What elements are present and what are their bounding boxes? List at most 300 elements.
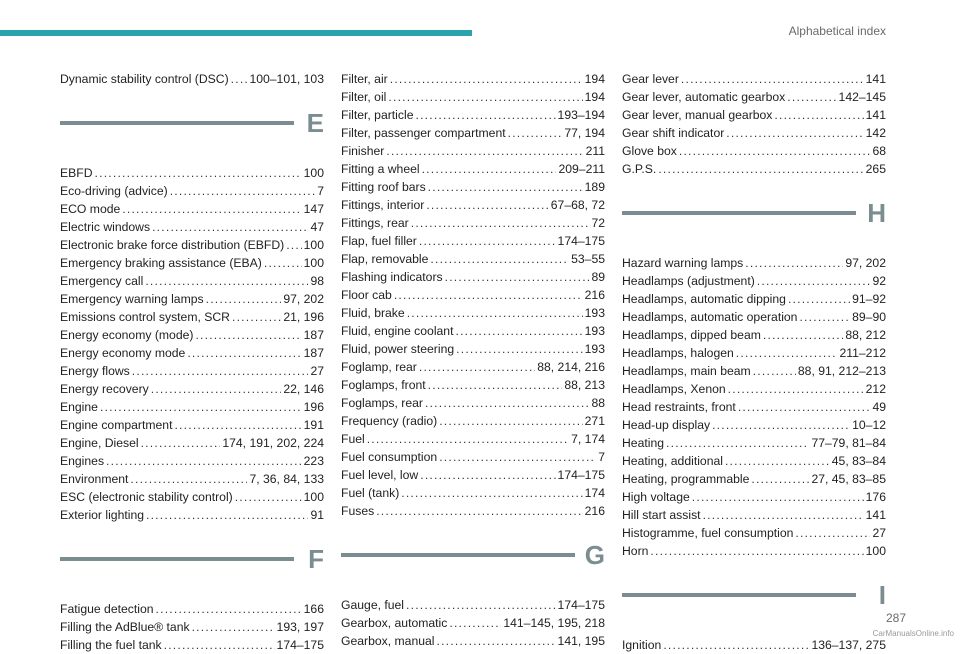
dot-leader — [757, 272, 871, 290]
entry-term: Histogramme, fuel consumption — [622, 526, 794, 540]
index-entry[interactable] — [341, 214, 605, 232]
section-letter: E — [306, 108, 324, 138]
dot-leader — [156, 600, 302, 618]
entry-pages: 27, 45, 83–85 — [811, 472, 886, 486]
dot-leader — [736, 344, 838, 362]
entry-pages: 91 — [310, 508, 324, 522]
dot-leader — [788, 290, 850, 308]
entry-pages: 212 — [865, 382, 886, 396]
entry-term: Gear lever, manual gearbox — [622, 108, 773, 122]
dot-leader — [152, 218, 308, 236]
entry-pages: 100 — [303, 256, 324, 270]
entry-term: Energy recovery — [60, 382, 149, 396]
entry-term: Filling the fuel tank — [60, 638, 162, 652]
index-entry[interactable] — [622, 160, 886, 178]
index-entry[interactable] — [622, 142, 886, 160]
dot-leader — [231, 70, 248, 88]
dot-leader — [456, 340, 583, 358]
entry-pages: 191 — [303, 418, 324, 432]
watermark: CarManualsOnline.info — [872, 629, 954, 638]
entry-term: Filter, particle — [341, 108, 414, 122]
entry-pages: 187 — [303, 346, 324, 360]
entry-pages: 174–175 — [276, 638, 324, 652]
entry-term: Horn — [622, 544, 649, 558]
dot-leader — [726, 124, 863, 142]
index-entry[interactable] — [341, 88, 605, 106]
entry-term: Foglamps, front — [341, 378, 426, 392]
dot-leader — [145, 272, 308, 290]
entry-term: Headlamps, halogen — [622, 346, 734, 360]
entry-term: Finisher — [341, 144, 385, 158]
entry-term: Fitting a wheel — [341, 162, 420, 176]
dot-leader — [712, 416, 850, 434]
entry-term: Fluid, engine coolant — [341, 324, 454, 338]
section-heading-i — [622, 580, 886, 622]
index-entry[interactable] — [622, 380, 886, 398]
index-entry[interactable] — [341, 160, 605, 178]
index-entry[interactable] — [60, 434, 324, 452]
index-entry[interactable] — [341, 142, 605, 160]
page-header-title: Alphabetical index — [788, 24, 886, 38]
dot-leader — [681, 70, 864, 88]
entry-pages: 22, 146 — [283, 382, 324, 396]
entry-term: Flap, fuel filler — [341, 234, 417, 248]
entry-pages: 223 — [303, 454, 324, 468]
index-entry[interactable] — [622, 506, 886, 524]
dot-leader — [170, 182, 316, 200]
dot-leader — [753, 362, 796, 380]
index-entry[interactable] — [341, 466, 605, 484]
entry-term: Electronic brake force distribution (EBFD) — [60, 238, 285, 252]
dot-leader — [100, 398, 302, 416]
index-entry[interactable] — [341, 614, 605, 632]
dot-leader — [455, 322, 582, 340]
entry-term: Gearbox, manual — [341, 634, 435, 648]
dot-leader — [376, 502, 582, 520]
index-entry[interactable] — [622, 106, 886, 124]
entry-pages: 77, 194 — [564, 126, 605, 140]
entry-pages: 53–55 — [571, 252, 605, 266]
entry-term: Headlamps, automatic dipping — [622, 292, 786, 306]
index-entry[interactable] — [60, 506, 324, 524]
dot-leader — [419, 358, 535, 376]
entry-term: Energy economy (mode) — [60, 328, 194, 342]
index-entry[interactable] — [341, 412, 605, 430]
index-entry[interactable] — [341, 106, 605, 124]
dot-leader — [232, 308, 281, 326]
section-letter: G — [584, 540, 605, 570]
dot-leader — [192, 618, 275, 636]
entry-term: Filling the AdBlue® tank — [60, 620, 190, 634]
dot-leader — [286, 236, 301, 254]
entry-term: Gear shift indicator — [622, 126, 725, 140]
entry-pages: 72 — [591, 216, 605, 230]
entry-pages: 141 — [865, 108, 886, 122]
entry-term: Fluid, brake — [341, 306, 405, 320]
index-entry[interactable] — [60, 182, 324, 200]
dot-leader — [774, 106, 863, 124]
index-entry[interactable] — [622, 398, 886, 416]
dot-leader — [164, 636, 275, 654]
index-entry[interactable] — [60, 164, 324, 182]
index-entry[interactable] — [622, 88, 886, 106]
entry-pages: 141–145, 195, 218 — [503, 616, 605, 630]
entry-term: Hill start assist — [622, 508, 701, 522]
page-number: 287 — [885, 611, 906, 625]
index-entry[interactable] — [622, 434, 886, 452]
dot-leader — [422, 160, 557, 178]
entry-term: Fatigue detection — [60, 602, 154, 616]
index-entry[interactable] — [622, 272, 886, 290]
index-entry[interactable] — [341, 124, 605, 142]
entry-term: Filter, air — [341, 72, 388, 86]
index-entry[interactable] — [60, 416, 324, 434]
dot-leader — [449, 614, 501, 632]
entry-term: Glove box — [622, 144, 677, 158]
entry-term: Headlamps (adjustment) — [622, 274, 755, 288]
entry-pages: 174–175 — [557, 598, 605, 612]
entry-pages: 97, 202 — [845, 256, 886, 270]
entry-term: Fitting roof bars — [341, 180, 426, 194]
section-heading-g — [341, 540, 605, 582]
index-entry[interactable] — [341, 358, 605, 376]
entry-term: Electric windows — [60, 220, 151, 234]
dot-leader — [122, 200, 301, 218]
dot-leader — [407, 304, 583, 322]
dot-leader — [799, 308, 850, 326]
entry-pages: 216 — [584, 288, 605, 302]
entry-pages: 67–68, 72 — [550, 198, 605, 212]
dot-leader — [751, 470, 809, 488]
entry-pages: 91–92 — [852, 292, 886, 306]
entry-term: Filter, oil — [341, 90, 387, 104]
section-heading-f — [60, 544, 324, 586]
entry-term: Fuel (tank) — [341, 486, 400, 500]
index-entry[interactable] — [60, 470, 324, 488]
index-entry[interactable] — [60, 344, 324, 362]
entry-term: Fittings, rear — [341, 216, 409, 230]
index-entry[interactable] — [622, 452, 886, 470]
entry-pages: 97, 202 — [283, 292, 324, 306]
dot-leader — [728, 380, 864, 398]
entry-pages: 10–12 — [852, 418, 886, 432]
dot-leader — [745, 254, 843, 272]
index-entry[interactable] — [341, 232, 605, 250]
section-letter: I — [878, 580, 886, 610]
entry-pages: 216 — [584, 504, 605, 518]
index-entry[interactable] — [60, 308, 324, 326]
entry-pages: 174–175 — [557, 234, 605, 248]
entry-term: Energy economy mode — [60, 346, 186, 360]
entry-pages: 100 — [303, 166, 324, 180]
dot-leader — [703, 506, 864, 524]
index-entry[interactable] — [622, 542, 886, 560]
index-entry[interactable] — [60, 488, 324, 506]
dot-leader — [367, 430, 569, 448]
entry-pages: 142 — [865, 126, 886, 140]
index-entry[interactable] — [60, 600, 324, 618]
dot-leader — [386, 142, 583, 160]
entry-pages: 193–194 — [557, 108, 605, 122]
dot-leader — [401, 484, 582, 502]
index-entry[interactable] — [341, 322, 605, 340]
entry-pages: 141, 195 — [557, 634, 605, 648]
entry-term: Exterior lighting — [60, 508, 144, 522]
entry-term: Foglamps, rear — [341, 396, 423, 410]
index-entry[interactable] — [60, 618, 324, 636]
entry-pages: 147 — [303, 202, 324, 216]
entry-pages: 7, 36, 84, 133 — [249, 472, 324, 486]
dot-leader — [415, 106, 555, 124]
entry-term: Headlamps, automatic operation — [622, 310, 798, 324]
entry-pages: 98 — [310, 274, 324, 288]
dot-leader — [428, 178, 583, 196]
entry-pages: 189 — [584, 180, 605, 194]
index-entry[interactable] — [622, 290, 886, 308]
entry-term: Foglamp, rear — [341, 360, 417, 374]
index-entry[interactable] — [60, 200, 324, 218]
index-entry[interactable] — [60, 236, 324, 254]
index-entry[interactable] — [341, 268, 605, 286]
entry-term: EBFD — [60, 166, 93, 180]
index-entry[interactable] — [60, 290, 324, 308]
index-entry[interactable] — [60, 272, 324, 290]
dot-leader — [439, 448, 596, 466]
index-entry[interactable] — [622, 488, 886, 506]
dot-leader — [445, 268, 590, 286]
section-letter: H — [867, 198, 886, 228]
dot-leader — [151, 380, 282, 398]
dot-leader — [187, 344, 301, 362]
entry-term: Engines — [60, 454, 105, 468]
entry-pages: 174, 191, 202, 224 — [222, 436, 324, 450]
index-entry[interactable] — [60, 326, 324, 344]
entry-pages: 77–79, 81–84 — [811, 436, 886, 450]
entry-term: Ignition — [622, 638, 662, 652]
dot-leader — [406, 596, 556, 614]
entry-pages: 271 — [584, 414, 605, 428]
index-entry[interactable] — [341, 196, 605, 214]
entry-pages: 193 — [584, 342, 605, 356]
entry-term: Headlamps, main beam — [622, 364, 751, 378]
entry-term: Flap, removable — [341, 252, 429, 266]
entry-pages: 100 — [303, 238, 324, 252]
index-entry[interactable] — [341, 376, 605, 394]
entry-term: Floor cab — [341, 288, 392, 302]
index-entry[interactable] — [622, 254, 886, 272]
entry-term: Gear lever — [622, 72, 679, 86]
entry-pages: 49 — [872, 400, 886, 414]
index-entry[interactable] — [622, 70, 886, 88]
entry-pages: 7, 174 — [571, 432, 605, 446]
entry-pages: 27 — [872, 526, 886, 540]
entry-pages: 88, 214, 216 — [537, 360, 605, 374]
index-entry[interactable] — [60, 254, 324, 272]
entry-term: Engine — [60, 400, 98, 414]
index-entry[interactable] — [622, 416, 886, 434]
entry-term: Fuel level, low — [341, 468, 419, 482]
entry-term: Frequency (radio) — [341, 414, 438, 428]
index-entry[interactable] — [622, 124, 886, 142]
index-entry[interactable] — [341, 340, 605, 358]
entry-pages: 193, 197 — [276, 620, 324, 634]
entry-pages: 166 — [303, 602, 324, 616]
dot-leader — [725, 452, 830, 470]
entry-pages: 174 — [584, 486, 605, 500]
dot-leader — [390, 70, 583, 88]
index-entry[interactable] — [60, 70, 324, 88]
dot-leader — [411, 214, 590, 232]
entry-term: ESC (electronic stability control) — [60, 490, 233, 504]
index-entry[interactable] — [622, 326, 886, 344]
dot-leader — [264, 254, 302, 272]
dot-leader — [658, 160, 863, 178]
dot-leader — [692, 488, 864, 506]
entry-pages: 187 — [303, 328, 324, 342]
entry-pages: 100 — [865, 544, 886, 558]
entry-pages: 47 — [310, 220, 324, 234]
section-heading-e — [60, 108, 324, 150]
entry-term: Gear lever, automatic gearbox — [622, 90, 786, 104]
entry-term: Fuel consumption — [341, 450, 438, 464]
entry-term: G.P.S. — [622, 162, 657, 176]
entry-term: Environment — [60, 472, 129, 486]
index-entry[interactable] — [341, 70, 605, 88]
entry-term: Fluid, power steering — [341, 342, 455, 356]
entry-term: Flashing indicators — [341, 270, 443, 284]
entry-term: Heating, additional — [622, 454, 723, 468]
index-entry[interactable] — [341, 394, 605, 412]
dot-leader — [132, 362, 309, 380]
dot-leader — [235, 488, 302, 506]
dot-leader — [663, 636, 809, 654]
header-accent-bar — [0, 30, 472, 36]
entry-term: Fuel — [341, 432, 365, 446]
entry-term: Head restraints, front — [622, 400, 736, 414]
entry-term: Emergency braking assistance (EBA) — [60, 256, 262, 270]
entry-pages: 100 — [303, 490, 324, 504]
index-entry[interactable] — [341, 596, 605, 614]
entry-pages: 89 — [591, 270, 605, 284]
index-entry[interactable] — [622, 636, 886, 654]
dot-leader — [206, 290, 282, 308]
entry-pages: 88, 91, 212–213 — [797, 364, 886, 378]
entry-term: Heating, programmable — [622, 472, 750, 486]
entry-term: Hazard warning lamps — [622, 256, 744, 270]
dot-leader — [437, 632, 556, 650]
entry-pages: 211–212 — [839, 346, 886, 360]
entry-pages: 142–145 — [838, 90, 886, 104]
entry-pages: 193 — [584, 324, 605, 338]
entry-term: High voltage — [622, 490, 690, 504]
section-rule — [341, 553, 575, 557]
entry-pages: 21, 196 — [283, 310, 324, 324]
index-entry[interactable] — [341, 304, 605, 322]
entry-term: Engine compartment — [60, 418, 173, 432]
dot-leader — [141, 434, 221, 452]
index-entry[interactable] — [341, 502, 605, 520]
entry-term: Gauge, fuel — [341, 598, 405, 612]
entry-term: Head-up display — [622, 418, 711, 432]
entry-pages: 196 — [303, 400, 324, 414]
entry-term: Fittings, interior — [341, 198, 425, 212]
index-entry[interactable] — [622, 362, 886, 380]
dot-leader — [439, 412, 582, 430]
section-heading-h — [622, 198, 886, 240]
entry-pages: 141 — [865, 72, 886, 86]
index-entry[interactable] — [341, 286, 605, 304]
index-entry[interactable] — [341, 250, 605, 268]
index-entry[interactable] — [622, 308, 886, 326]
entry-term: Headlamps, dipped beam — [622, 328, 761, 342]
entry-term: ECO mode — [60, 202, 121, 216]
dot-leader — [106, 452, 302, 470]
entry-term: Emissions control system, SCR — [60, 310, 230, 324]
index-entry[interactable] — [341, 484, 605, 502]
index-entry[interactable] — [341, 430, 605, 448]
entry-pages: 7 — [598, 450, 605, 464]
entry-pages: 88, 212 — [845, 328, 886, 342]
index-entry[interactable] — [60, 452, 324, 470]
dot-leader — [174, 416, 301, 434]
section-rule — [622, 211, 856, 215]
index-entry[interactable] — [622, 344, 886, 362]
entry-term: Filter, passenger compartment — [341, 126, 506, 140]
entry-pages: 88, 213 — [564, 378, 605, 392]
dot-leader — [650, 542, 863, 560]
dot-leader — [195, 326, 301, 344]
entry-term: Gearbox, automatic — [341, 616, 448, 630]
entry-term: Headlamps, Xenon — [622, 382, 726, 396]
index-entry[interactable] — [60, 380, 324, 398]
dot-leader — [763, 326, 843, 344]
entry-pages: 193 — [584, 306, 605, 320]
dot-leader — [420, 466, 555, 484]
entry-pages: 89–90 — [852, 310, 886, 324]
index-entry[interactable] — [341, 178, 605, 196]
dot-leader — [787, 88, 836, 106]
entry-pages: 100–101, 103 — [249, 72, 324, 86]
dot-leader — [508, 124, 563, 142]
dot-leader — [130, 470, 247, 488]
entry-pages: 174–175 — [557, 468, 605, 482]
index-entry[interactable] — [341, 448, 605, 466]
index-entry[interactable] — [622, 470, 886, 488]
dot-leader — [679, 142, 871, 160]
dot-leader — [795, 524, 870, 542]
index-entry[interactable] — [60, 636, 324, 654]
entry-term: Heating — [622, 436, 665, 450]
index-entry[interactable] — [60, 362, 324, 380]
dot-leader — [430, 250, 569, 268]
index-entry[interactable] — [622, 524, 886, 542]
entry-term: Fuses — [341, 504, 375, 518]
dot-leader — [738, 398, 871, 416]
index-entry[interactable] — [341, 632, 605, 650]
index-entry[interactable] — [60, 218, 324, 236]
section-rule — [622, 593, 856, 597]
section-rule — [60, 557, 294, 561]
dot-leader — [428, 376, 563, 394]
entry-pages: 176 — [865, 490, 886, 504]
dot-leader — [95, 164, 302, 182]
index-entry[interactable] — [60, 398, 324, 416]
dot-leader — [425, 394, 589, 412]
entry-pages: 92 — [872, 274, 886, 288]
entry-pages: 88 — [591, 396, 605, 410]
entry-pages: 209–211 — [558, 162, 605, 176]
entry-pages: 141 — [865, 508, 886, 522]
